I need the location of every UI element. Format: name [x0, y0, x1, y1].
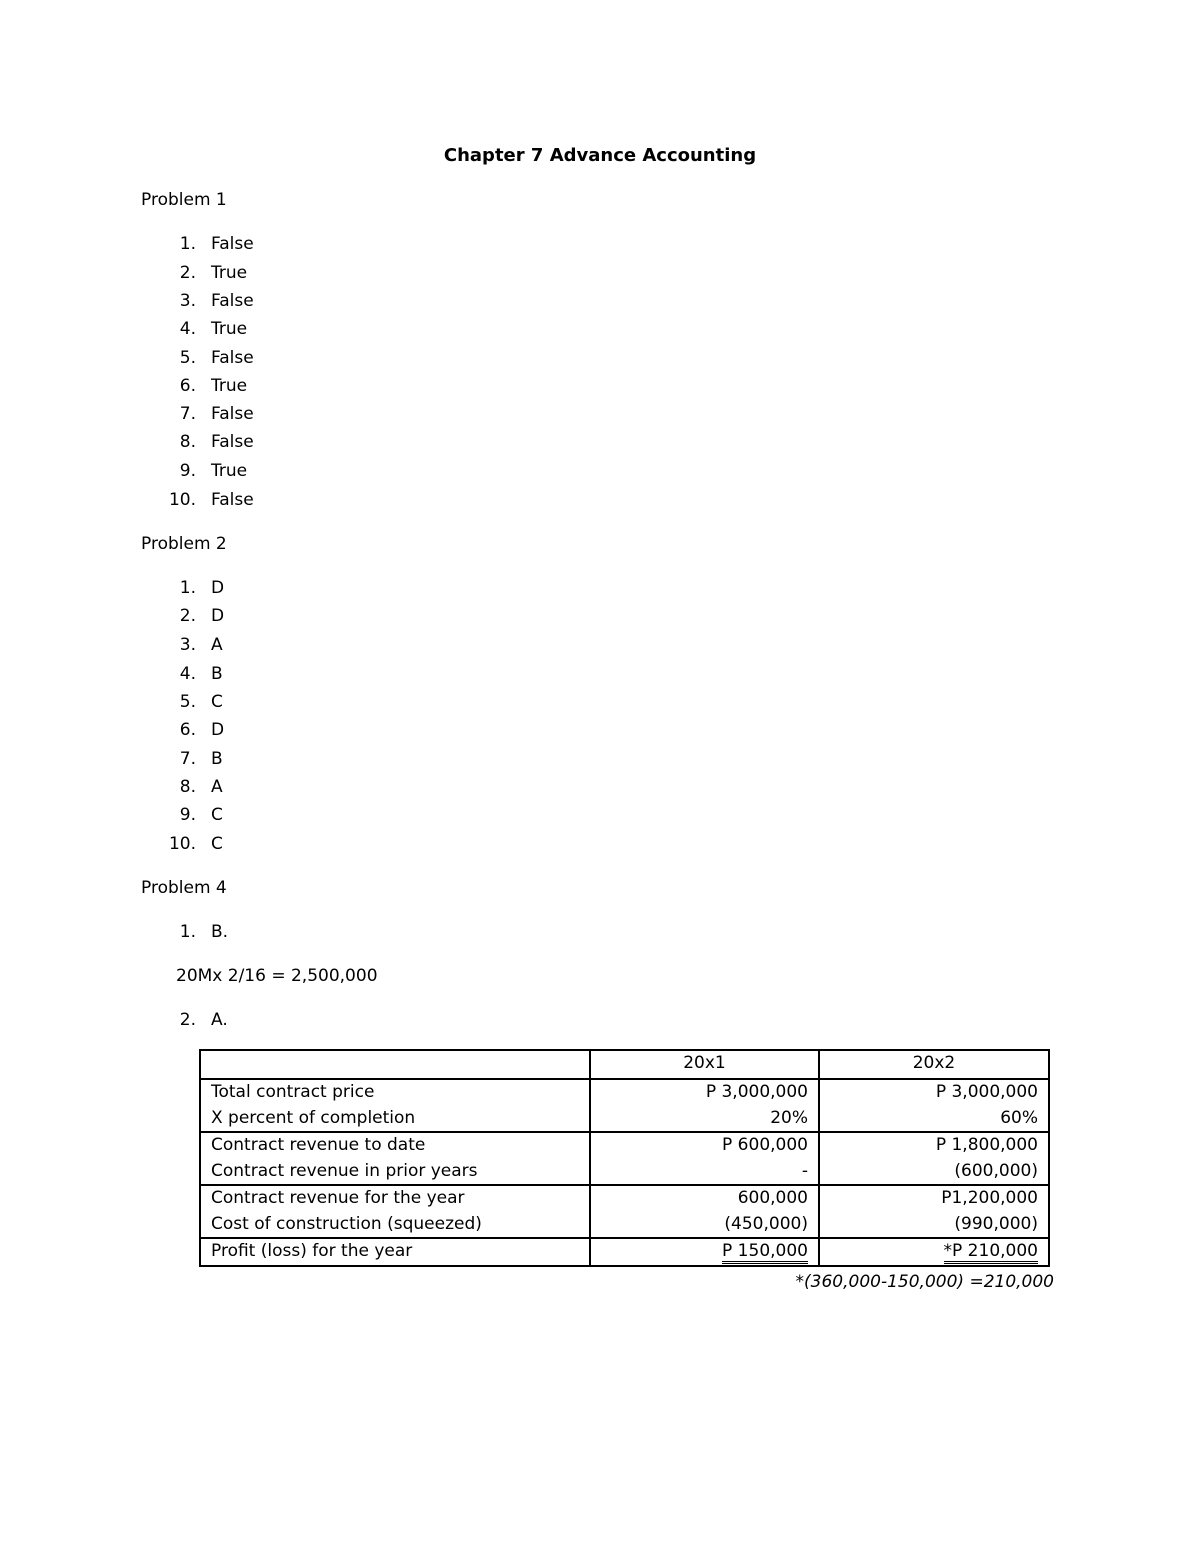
- list-item-answer: False: [211, 404, 254, 424]
- table-header-cell: [200, 1050, 590, 1079]
- list-item-number: 5.: [179, 692, 196, 712]
- table-footnote: *(360,000-150,000) =210,000: [795, 1272, 1054, 1292]
- list-item-answer: B: [211, 749, 223, 769]
- row-label: Contract revenue in prior years: [211, 1160, 478, 1181]
- cell-value: P 3,000,000: [705, 1082, 808, 1102]
- list-item-number: 9.: [179, 805, 196, 825]
- table-row: [200, 1079, 1049, 1132]
- list-item-number: 8.: [179, 777, 196, 797]
- list-item-answer: B: [211, 664, 223, 684]
- list-item-answer: B.: [211, 922, 229, 942]
- list-item-number: 1.: [179, 922, 196, 942]
- cell-value: P 600,000: [722, 1135, 808, 1155]
- list-item-answer: False: [211, 234, 254, 254]
- problem-4-heading: Problem 4: [141, 878, 227, 898]
- list-item-answer: A: [211, 635, 223, 655]
- row-label: Total contract price: [211, 1082, 375, 1102]
- table-header-cell: 20x2: [819, 1050, 1049, 1079]
- cell-value: (990,000): [954, 1213, 1038, 1234]
- list-item-answer: D: [211, 606, 225, 626]
- table-cell-20x2: [819, 1238, 1049, 1266]
- profit-value: P 150,000: [722, 1241, 808, 1264]
- list-item-answer: C: [211, 692, 223, 712]
- computation-formula: 20Mx 2/16 = 2,500,000: [176, 966, 378, 986]
- table-cell-20x2: [819, 1185, 1049, 1238]
- list-item-number: 4.: [179, 664, 196, 684]
- list-item-answer: True: [211, 263, 248, 283]
- list-item-answer: False: [211, 432, 254, 452]
- cell-value: P 3,000,000: [935, 1082, 1038, 1102]
- list-item-number: 7.: [179, 404, 196, 424]
- list-item-number: 7.: [179, 749, 196, 769]
- row-label: Profit (loss) for the year: [211, 1241, 413, 1261]
- table-cell-label: [200, 1079, 590, 1132]
- list-item-number: 3.: [179, 291, 196, 311]
- profit-value: *P 210,000: [944, 1241, 1038, 1264]
- list-item-number: 1.: [179, 234, 196, 254]
- row-label: X percent of completion: [211, 1107, 416, 1128]
- cell-value: P 1,800,000: [935, 1135, 1038, 1155]
- list-item-answer: A.: [211, 1010, 228, 1030]
- cell-value: (450,000): [724, 1213, 808, 1234]
- list-item-number: 8.: [179, 432, 196, 452]
- table-cell-label: [200, 1185, 590, 1238]
- list-item-number: 2.: [179, 263, 196, 283]
- problem-2-heading: Problem 2: [141, 534, 227, 554]
- cell-value: -: [801, 1160, 808, 1181]
- cell-value: P1,200,000: [941, 1188, 1038, 1208]
- list-item-number: 3.: [179, 635, 196, 655]
- table-cell-20x2: [819, 1079, 1049, 1132]
- list-item-number: 10.: [168, 490, 196, 510]
- list-item-answer: D: [211, 578, 225, 598]
- list-item-number: 9.: [179, 461, 196, 481]
- cell-value: 20%: [770, 1107, 808, 1128]
- list-item-answer: True: [211, 319, 248, 339]
- table-row: [200, 1238, 1049, 1266]
- table-cell-20x2: [819, 1132, 1049, 1185]
- contract-revenue-table: [199, 1049, 1050, 1267]
- list-item-answer: C: [211, 834, 223, 854]
- table-row: [200, 1132, 1049, 1185]
- cell-value: (600,000): [954, 1160, 1038, 1181]
- list-item-number: 6.: [179, 720, 196, 740]
- row-label: Contract revenue for the year: [211, 1188, 465, 1208]
- list-item-number: 5.: [179, 348, 196, 368]
- list-item-number: 4.: [179, 319, 196, 339]
- list-item-number: 10.: [168, 834, 196, 854]
- list-item-answer: A: [211, 777, 223, 797]
- table-cell-label: [200, 1238, 590, 1266]
- table-header-row: [200, 1050, 1049, 1079]
- list-item-answer: False: [211, 490, 254, 510]
- table-cell-20x1: [590, 1238, 819, 1266]
- problem-1-heading: Problem 1: [141, 190, 227, 210]
- list-item-answer: D: [211, 720, 225, 740]
- cell-value: 600,000: [737, 1188, 808, 1208]
- table-header-cell: 20x1: [590, 1050, 819, 1079]
- list-item-answer: False: [211, 291, 254, 311]
- list-item-number: 2.: [179, 1010, 196, 1030]
- table-row: [200, 1185, 1049, 1238]
- table-cell-label: [200, 1132, 590, 1185]
- page-title: Chapter 7 Advance Accounting: [443, 145, 757, 166]
- list-item-number: 2.: [179, 606, 196, 626]
- table-cell-20x1: [590, 1079, 819, 1132]
- row-label: Cost of construction (squeezed): [211, 1213, 482, 1234]
- list-item-answer: True: [211, 461, 248, 481]
- list-item-answer: True: [211, 376, 248, 396]
- list-item-answer: False: [211, 348, 254, 368]
- list-item-answer: C: [211, 805, 223, 825]
- list-item-number: 1.: [179, 578, 196, 598]
- list-item-number: 6.: [179, 376, 196, 396]
- table-cell-20x1: [590, 1132, 819, 1185]
- row-label: Contract revenue to date: [211, 1135, 426, 1155]
- cell-value: 60%: [1000, 1107, 1038, 1128]
- table-cell-20x1: [590, 1185, 819, 1238]
